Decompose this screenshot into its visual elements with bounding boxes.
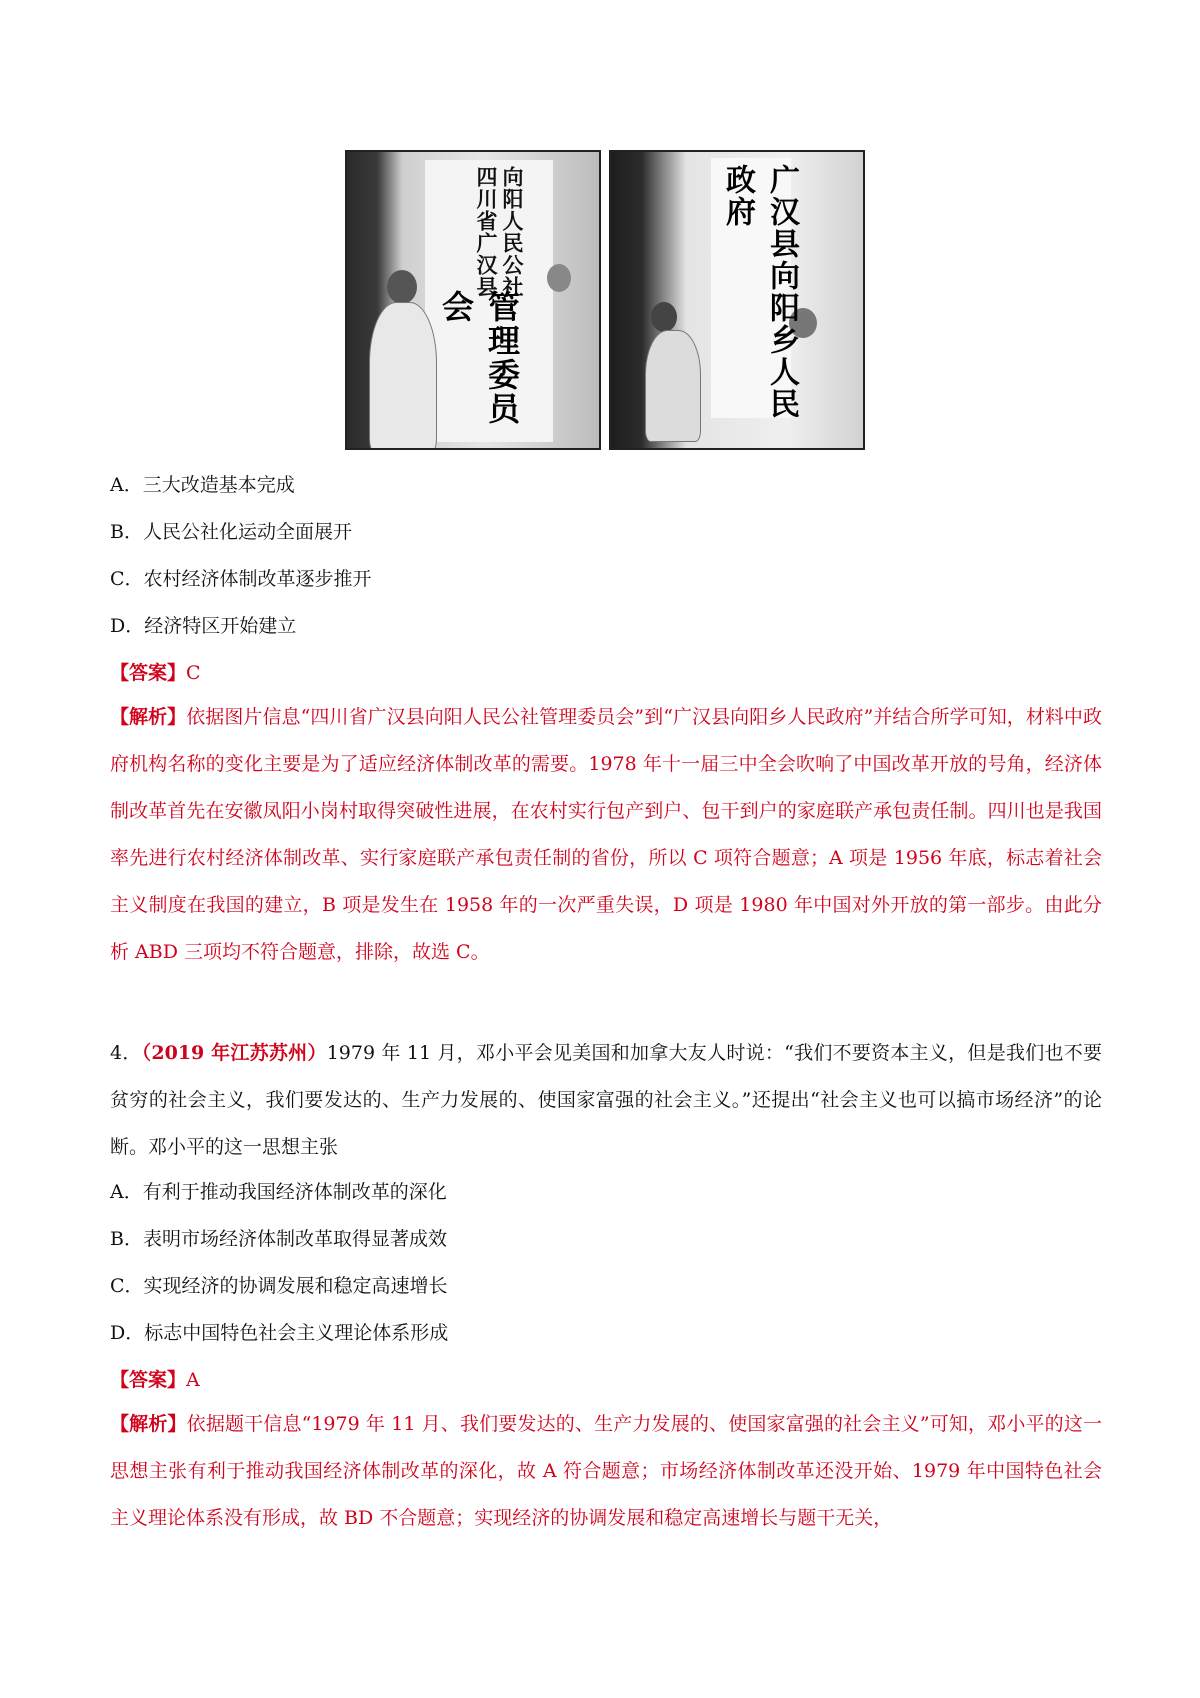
q3-option-b: B．人民公社化运动全面展开 — [110, 521, 352, 543]
question-source: （2019 年江苏苏州） — [141, 1042, 327, 1064]
q3-analysis — [110, 694, 1102, 976]
q4-option-b: B．表明市场经济体制改革取得显著成效 — [110, 1228, 447, 1250]
answer-value: A — [186, 1369, 200, 1391]
person-figure — [369, 302, 437, 450]
photo-township-sign — [609, 150, 865, 450]
q4-stem — [110, 1030, 1102, 1171]
person-figure — [645, 330, 701, 442]
answer-label: 【答案】 — [110, 662, 187, 684]
analysis-text: 依据图片信息“四川省广汉县向阳人民公社管理委员会”到“广汉县向阳乡人民政府”并结合所学可知，材料中政府机构名称的变化主要是为了适应经济体制改革的需要。1978 年十一届三中全会吹响了中国改革开放的号角，经济体制改革首先在安徽凤阳小岗村取得突破性进展，在农村实行包产到户、包干到户的家庭联产承包责任制。四川也是我国率先进行农村经济体制改革、实行家庭联产承包责任制的省份，所以 C 项符合题意；A 项是 1956 年底，标志着社会主义制度在我国的建立，B 项是发生在 1958 年的一次严重失误，D 项是 1980 年中国对外开放的第一部步。由此分析 ABD 三项均不符合题意，排除，故选 C。 — [110, 706, 1102, 963]
q3-option-d: D．经济特区开始建立 — [110, 615, 297, 637]
q4-option-c: C．实现经济的协调发展和稳定高速增长 — [110, 1275, 448, 1297]
q3-option-a: A．三大改造基本完成 — [110, 474, 295, 496]
sign-text-big: 广汉县向阳乡人民政府 — [720, 164, 799, 420]
sign-text-line1: 向阳人民公社 — [500, 166, 524, 298]
photo-commune-sign — [345, 150, 601, 450]
person-head — [651, 302, 677, 332]
q4-answer — [110, 1365, 200, 1392]
analysis-label: 【解析】 — [110, 1413, 187, 1435]
q3-option-c: C．农村经济体制改革逐步推开 — [110, 568, 372, 590]
q4-option-a: A．有利于推动我国经济体制改革的深化 — [110, 1181, 447, 1203]
answer-label: 【答案】 — [110, 1369, 187, 1391]
q4-option-d: D．标志中国特色社会主义理论体系形成 — [110, 1322, 449, 1344]
question-text: 1979 年 11 月，邓小平会见美国和加拿大友人时说：“我们不要资本主义，但是我们也不要贫穷的社会主义，我们要发达的、生产力发展的、使国家富强的社会主义。”还提出“社会主义也可以搞市场经济”的论断。邓小平的这一思想主张 — [110, 1042, 1103, 1158]
sign-text-line2: 四川省广汉县 — [474, 166, 498, 298]
sign-text-big: 管理委员会 — [437, 290, 521, 426]
historical-photos-figure — [345, 150, 865, 450]
person-head — [387, 270, 417, 304]
answer-value: C — [186, 662, 201, 684]
q4-analysis — [110, 1401, 1102, 1542]
q3-answer — [110, 658, 201, 685]
analysis-label: 【解析】 — [110, 706, 187, 728]
question-number: 4． — [110, 1042, 142, 1064]
person-head — [547, 264, 571, 292]
analysis-text: 依据题干信息“1979 年 11 月、我们要发达的、生产力发展的、使国家富强的社会主义”可知，邓小平的这一思想主张有利于推动我国经济体制改革的深化，故 A 符合题意；市场经济体制改革还没开始、1979 年中国特色社会主义理论体系没有形成，故 BD 不合题意；实现经济的协调发展和稳定高速增长与题干无关， — [110, 1413, 1102, 1529]
